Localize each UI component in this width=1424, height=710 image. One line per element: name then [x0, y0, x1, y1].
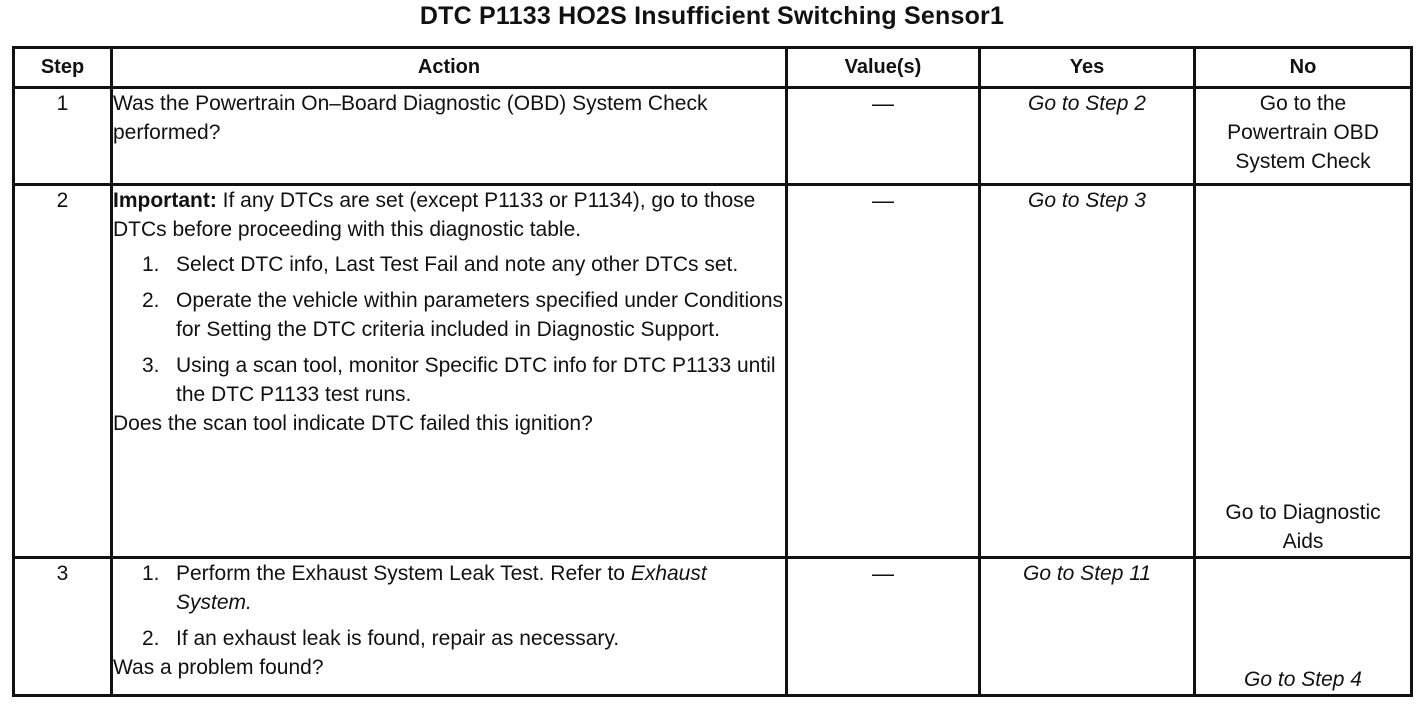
value-cell — [787, 558, 980, 696]
no-goto-line[interactable]: System Check — [1235, 150, 1371, 173]
header-yes: Yes — [980, 48, 1195, 88]
list-item-number: 2. — [142, 627, 160, 650]
action-cell — [112, 185, 787, 558]
header-values: Value(s) — [787, 48, 980, 88]
header-action: Action — [112, 48, 787, 88]
value-cell — [787, 88, 980, 185]
list-item-number: 1. — [142, 562, 160, 585]
no-cell — [1195, 88, 1412, 185]
list-item-text: Operate the vehicle within parameters specified under Conditions for Setting the DTC criteria included in Diagnostic Support. — [176, 289, 784, 341]
no-cell — [1195, 185, 1412, 558]
header-step: Step — [14, 48, 112, 88]
table-header-row — [14, 48, 1412, 88]
table-row — [14, 88, 1412, 185]
value-cell — [787, 185, 980, 558]
list-item — [113, 559, 785, 617]
value-dash: — — [872, 561, 894, 586]
step-number: 2 — [14, 185, 112, 558]
yes-goto-link[interactable]: Go to Step 11 — [1022, 562, 1152, 585]
list-item-text: Using a scan tool, monitor Specific DTC info for DTC P1133 until the DTC P1133 test runs. — [176, 354, 776, 406]
important-label: Important: — [113, 189, 217, 212]
list-item — [113, 286, 785, 344]
no-goto-line[interactable]: Go to Diagnostic — [1225, 501, 1381, 524]
important-text: If any DTCs are set (except P1133 or P1134), go to those DTCs before proceeding with this diagnostic table. — [113, 189, 756, 241]
no-goto-line[interactable]: Go to the — [1259, 92, 1347, 115]
list-item-text: If an exhaust leak is found, repair as necessary. — [176, 627, 620, 650]
table-row — [14, 558, 1412, 696]
no-cell — [1195, 558, 1412, 696]
list-item-number: 2. — [142, 289, 160, 312]
diagnostic-table — [12, 46, 1413, 697]
list-item — [113, 624, 785, 653]
value-dash: — — [872, 91, 894, 116]
no-goto-link[interactable]: Go to Step 4 — [1244, 668, 1362, 691]
header-no: No — [1195, 48, 1412, 88]
value-dash: — — [872, 188, 894, 213]
action-question: Was a problem found? — [113, 656, 324, 679]
list-item-text: Perform the Exhaust System Leak Test. Refer to — [176, 562, 631, 585]
no-goto-line[interactable]: Powertrain OBD — [1227, 121, 1379, 144]
procedure-list — [113, 559, 785, 653]
yes-goto-link[interactable]: Go to Step 2 — [1028, 92, 1146, 115]
yes-cell — [980, 558, 1195, 696]
action-cell — [112, 558, 787, 696]
step-number: 1 — [14, 88, 112, 185]
list-item-number: 1. — [142, 253, 160, 276]
step-number: 3 — [14, 558, 112, 696]
list-item — [113, 351, 785, 409]
reference-link[interactable]: Exhaust System. — [176, 562, 707, 614]
action-cell — [112, 88, 787, 185]
action-question: Does the scan tool indicate DTC failed this ignition? — [113, 412, 593, 435]
yes-cell — [980, 185, 1195, 558]
no-goto-line[interactable]: Aids — [1282, 530, 1324, 553]
table-row — [14, 185, 1412, 558]
procedure-list — [113, 250, 785, 409]
action-question: Was the Powertrain On–Board Diagnostic (OBD) System Check performed? — [113, 92, 708, 144]
list-item-text: Select DTC info, Last Test Fail and note any other DTCs set. — [176, 253, 739, 276]
page-title: DTC P1133 HO2S Insufficient Switching Sensor1 — [419, 2, 1005, 30]
yes-goto-link[interactable]: Go to Step 3 — [1028, 189, 1146, 212]
list-item-number: 3. — [142, 354, 160, 377]
list-item — [113, 250, 785, 279]
yes-cell — [980, 88, 1195, 185]
important-note — [113, 186, 785, 244]
